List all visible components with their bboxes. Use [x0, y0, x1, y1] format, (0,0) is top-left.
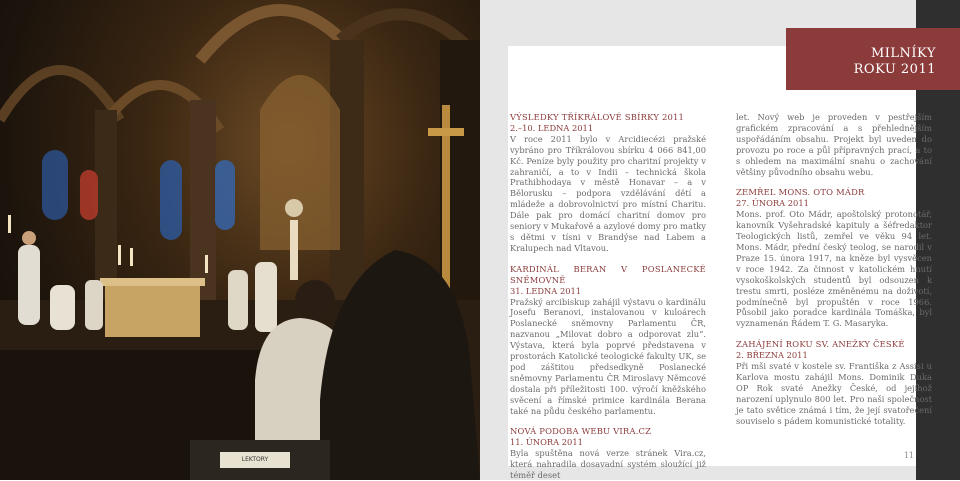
- article-vysledky: [510, 112, 706, 254]
- article-body: Mons. prof. Oto Mádr, apoštolský protonotář, kanovník Vyšehradské kapituly a šéfredaktor Teologických listů, zemřel ve věku 94 let. Mons. Mádr, přední český teolog, se narodil v Praze 15. února 1917, na kněze byl vysvěcen v roce 1942. Za činnost v katolickém hnutí vysokoškolských studentů byl odsouzen k trestu smrti, posléze změněnému na doživotí, podmínečně byl propuštěn v roce 1966. Působil jako poradce kardinála Tomáška, byl vyznamenán Řádem T. G. Masaryka.: [736, 209, 932, 329]
- article-web-vira-continued: [736, 112, 932, 177]
- article-date: 2. BŘEZNA 2011: [736, 350, 808, 361]
- article-heading: NOVÁ PODOBA WEBU VIRA.CZ: [510, 426, 652, 437]
- article-date: 2.–10. LEDNA 2011: [510, 122, 594, 133]
- article-anezka: [736, 339, 932, 426]
- article-heading: KARDINÁL BERAN V POSLANECKÉ SNĚMOVNĚ: [510, 263, 706, 285]
- article-heading: ZAHÁJENÍ ROKU SV. ANEŽKY ČESKÉ: [736, 339, 905, 350]
- page-number: 11: [903, 451, 914, 460]
- article-heading: ZEMŘEL MONS. OTO MÁDR: [736, 187, 865, 198]
- cathedral-illustration: [0, 0, 480, 480]
- article-date: 11. ÚNORA 2011: [510, 437, 583, 448]
- right-text-column: [736, 112, 932, 426]
- article-date: 27. ÚNORA 2011: [736, 198, 809, 209]
- cathedral-photo: [0, 0, 480, 480]
- article-heading: VÝSLEDKY TŘÍKRÁLOVÉ SBÍRKY 2011: [510, 112, 685, 122]
- article-body: V roce 2011 bylo v Arcidiecézi pražské vybráno pro Tříkrálovou sbírku 4 066 841,00 Kč. Peníze byly použity pro charitní projekty v zahraničí, a to v Indii – technická škola Prathibhodaya v městě Honavar – a v Bělorusku – podpora vzdělávání dětí a mládeže a dobrovolnictví pro místní Charitu. Dále pak pro domácí charitní domov pro seniory v Mukařově a azylové domy pro matky s dětmi v tísni v Brandýse nad Labem a Kralupech nad Vltavou.: [510, 133, 706, 253]
- article-oto-madr: [736, 187, 932, 329]
- article-body: Při mši svaté v kostele sv. Františka z Assisi u Karlova mostu zahájil Mons. Dominik Duka OP Rok svaté Anežky České, od jejíhož narození uplynulo 800 let. Pro naši společnost je tato světice známá i tím, že její svatořečení souviselo s pádem komunistické totality.: [736, 361, 932, 426]
- article-body: let. Nový web je proveden v pestřejším grafickém zpracování a s přehlednějším uspořádáním obsahu. Projekt byl uveden do provozu po roce a půl přípravných prací, a to s ohledem na maximální snahu o zachování většiny původního obsahu webu.: [736, 112, 932, 177]
- left-text-column: [510, 112, 706, 481]
- lectern-sign-label: LEKTORY: [241, 456, 269, 463]
- section-title-line2: ROKU 2011: [853, 62, 936, 77]
- article-body: Byla spuštěna nová verze stránek Vira.cz, která nahradila dosavadní systém sloužící již téměř deset: [510, 448, 706, 481]
- section-title-box: [786, 28, 960, 90]
- section-title-line1: MILNÍKY: [870, 46, 936, 61]
- article-web-vira: [510, 426, 706, 481]
- article-kardinal-beran: [510, 264, 706, 417]
- article-date: 31. LEDNA 2011: [510, 285, 582, 296]
- article-page: [480, 0, 960, 480]
- article-body: Pražský arcibiskup zahájil výstavu o kardinálu Josefu Beranovi, instalovanou v kuloárech Poslanecké sněmovny Parlamentu ČR, nazvanou „Milovat dobro a odporovat zlu“. Výstava, která byla poprvé představena v prostorách Katolické teologické fakulty UK, se pod záštitou předsedkyně Poslanecké sněmovny Parlamentu ČR Miroslavy Němcové dostala při příležitosti 100. výročí kněžského svěcení a římské primice kardinála Berana také na půdu českého parlamentu.: [510, 296, 706, 416]
